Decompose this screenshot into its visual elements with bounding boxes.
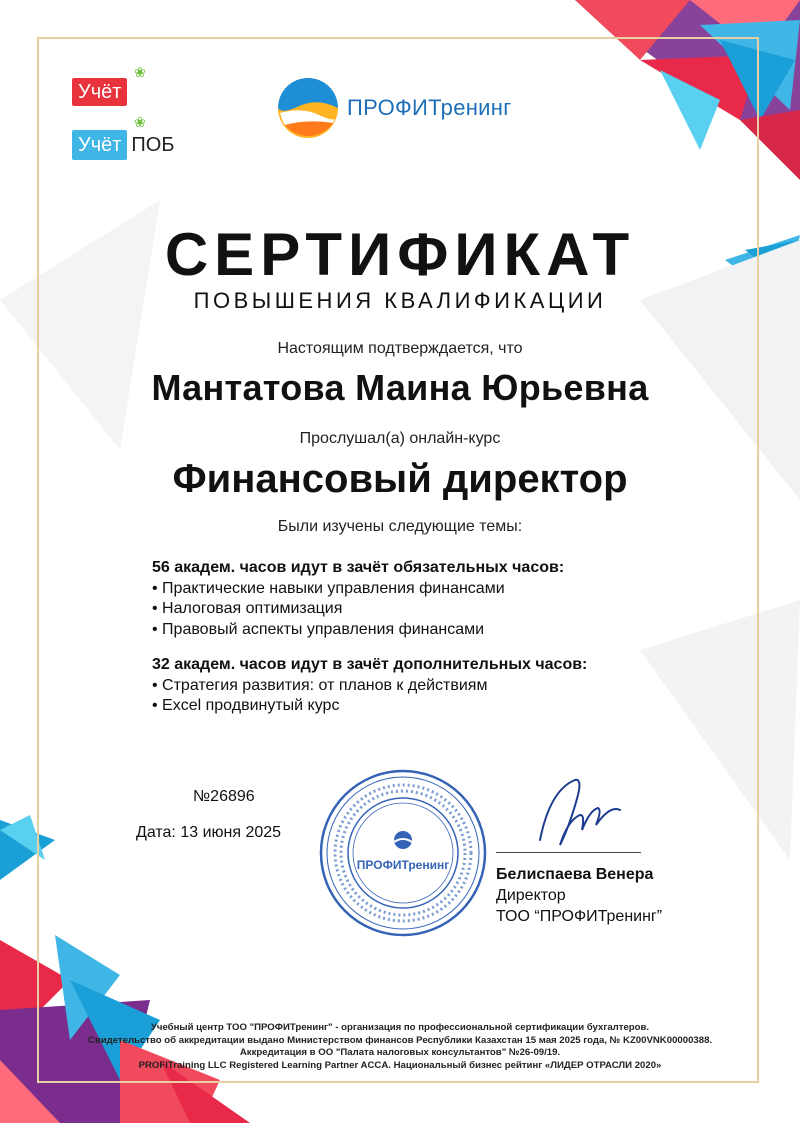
recipient-name: Мантатова Маина Юрьевна <box>151 367 649 408</box>
certificate-date: Дата: 13 июня 2025 <box>136 824 282 841</box>
mandatory-topics <box>152 558 564 640</box>
certificate-number: №26896 <box>193 788 255 805</box>
signature-line <box>496 852 641 853</box>
profi-brand-name: ПРОФИТренинг <box>347 95 512 120</box>
list-item: • Налоговая оптимизация <box>152 600 343 617</box>
profi-logo <box>277 77 512 139</box>
signatory-company: ТОО “ПРОФИТренинг” <box>496 908 663 925</box>
stamp-brand: ПРОФИТренинг <box>356 858 450 872</box>
footer-line: Учебный центр ТОО "ПРОФИТренинг" - организация по профессиональной сертификации бухгалтеров. <box>150 1022 650 1033</box>
profi-swirl-icon <box>277 77 339 139</box>
footer-line: Свидетельство об аккредитации выдано Министерством финансов Республики Казахстан 15 мая 2025 года, № KZ00VNK00000388. <box>87 1034 713 1046</box>
confirm-text: Настоящим подтверждается, что <box>277 340 523 357</box>
uchet-pob-logo-label: Учёт <box>72 130 127 160</box>
uchet-logo <box>72 64 146 104</box>
certificate-title: СЕРТИФИКАТ <box>164 221 636 288</box>
list-item: • Практические навыки управления финансами <box>152 579 505 597</box>
additional-heading: 32 академ. часов идут в зачёт дополнительных часов: <box>152 656 588 673</box>
stamp-seal-icon <box>318 768 488 938</box>
signatory-name: Белиспаева Венера <box>496 866 654 883</box>
stamp <box>318 768 488 938</box>
uchet-pob-suffix: ПОБ <box>131 133 175 156</box>
uchet-pob-logo <box>72 114 175 160</box>
additional-topics <box>152 655 587 717</box>
signature-icon <box>520 770 640 860</box>
list-item: • Excel продвинутый курс <box>152 697 340 714</box>
topics-intro: Были изучены следующие темы: <box>277 518 523 535</box>
footer-line: PROFITraining LLC Registered Learning Partner ACCA. Национальный бизнес рейтинг «ЛИДЕР ОТРАСЛИ 2020» <box>138 1059 662 1071</box>
signatory-position: Директор <box>496 887 566 904</box>
listened-text: Прослушал(а) онлайн-курс <box>299 430 501 447</box>
list-item: • Правовый аспекты управления финансами <box>152 620 485 638</box>
signatory <box>496 864 662 927</box>
footer-line: Аккредитация в ОО "Палата налоговых консультантов" №26-09/19. <box>239 1047 561 1058</box>
leaf-icon: ❀ <box>134 114 146 130</box>
footer <box>0 1022 800 1072</box>
list-item: • Стратегия развития: от планов к действиям <box>152 676 488 694</box>
leaf-icon: ❀ <box>134 64 146 80</box>
uchet-logo-label: Учёт <box>72 78 127 106</box>
mandatory-heading: 56 академ. часов идут в зачёт обязательных часов: <box>152 559 565 576</box>
course-name: Финансовый директор <box>172 457 628 501</box>
certificate-subtitle: ПОВЫШЕНИЯ КВАЛИФИКАЦИИ <box>193 288 607 313</box>
